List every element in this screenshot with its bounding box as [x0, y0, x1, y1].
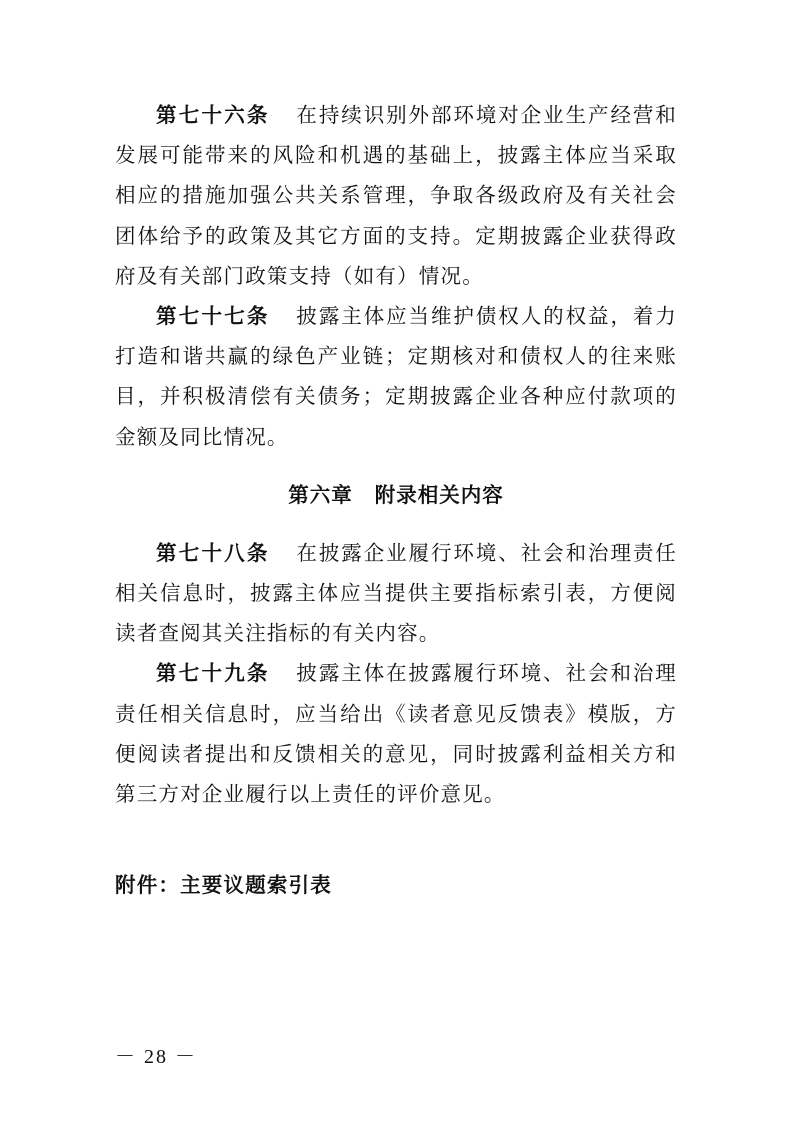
- page-body: [115, 95, 677, 814]
- article-77: [115, 296, 677, 457]
- article-79-text: 披露主体在披露履行环境、社会和治理责任相关信息时，应当给出《读者意见反馈表》模版，方便阅读者提出和反馈相关的意见，同时披露利益相关方和第三方对企业履行以上责任的评价意见。: [115, 661, 678, 807]
- article-78: [115, 533, 677, 654]
- attachment-label: 附件：主要议题索引表: [115, 873, 332, 897]
- chapter-title: 附录相关内容: [374, 482, 504, 507]
- article-76-number: 第七十六条: [156, 103, 270, 127]
- chapter-heading: [115, 475, 677, 515]
- article-79-number: 第七十九条: [156, 661, 270, 686]
- page-number: － 28 －: [115, 1046, 197, 1068]
- article-76-text: 在持续识别外部环境对企业生产经营和发展可能带来的风险和机遇的基础上，披露主体应当采取相应的措施加强公共关系管理，争取各级政府及有关社会团体给予的政策及其它方面的支持。定期披露企业获得政府及有关部门政策支持（如有）情况。: [115, 103, 678, 288]
- article-77-number: 第七十七条: [156, 304, 270, 329]
- article-78-number: 第七十八条: [156, 540, 270, 565]
- chapter-number: 第六章: [288, 482, 353, 507]
- article-78-text: 在披露企业履行环境、社会和治理责任相关信息时，披露主体应当提供主要指标索引表，方便阅读者查阅其关注指标的有关内容。: [115, 540, 678, 646]
- article-79: [115, 653, 677, 814]
- article-77-text: 披露主体应当维护债权人的权益，着力打造和谐共赢的绿色产业链；定期核对和债权人的往来账目，并积极清偿有关债务；定期披露企业各种应付款项的金额及同比情况。: [115, 304, 678, 449]
- article-76: [115, 95, 677, 296]
